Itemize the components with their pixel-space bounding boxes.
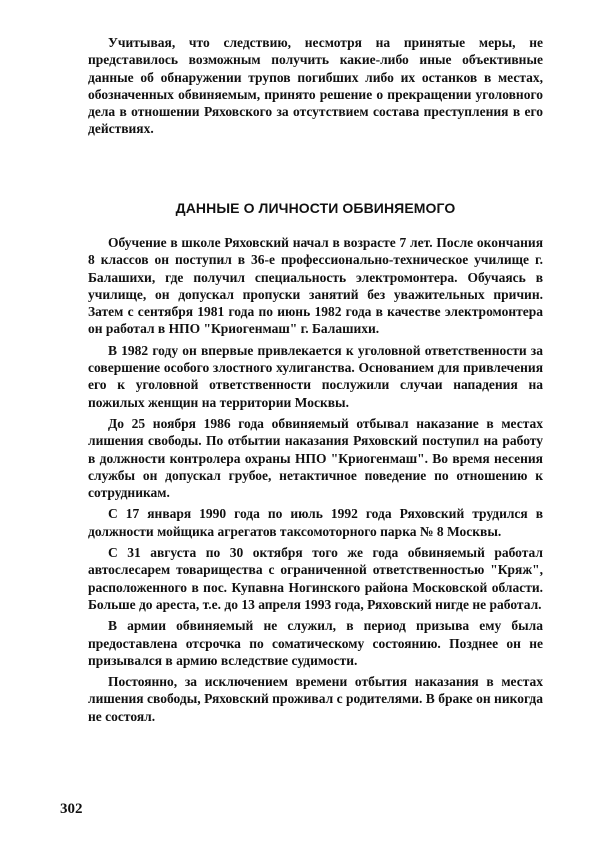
paragraph-first-conviction: В 1982 году он впервые привлекается к уголовной ответственности за совершение особого злостного хулиганства. Основанием для привлечения его к уголовной ответственности послужили случаи нападения на пожилых женщин на территории Москвы. [88, 342, 543, 410]
paragraph-residence: Постоянно, за исключением времени отбытия наказания в местах лишения свободы, Ряховский проживал с родителями. В браке он никогда не состоял. [88, 674, 543, 724]
section-heading: ДАННЫЕ О ЛИЧНОСТИ ОБВИНЯЕМОГО [175, 200, 456, 216]
page-number: 302 [60, 801, 83, 817]
paragraph-education: Обучение в школе Ряховский начал в возрасте 7 лет. После окончания 8 классов он поступил в 36-е профессионально-техническое училище г. Балашихи, где получил специальность электромонтера. Обучаясь в училище, он допускал пропуски занятий без уважительных причин. Затем с сентября 1981 года по июнь 1982 года в качестве электромонтера он работал в НПО "Криогенмаш" г. Балашихи. [88, 235, 543, 337]
paragraph-mechanic: С 31 августа по 30 октября того же года обвиняемый работал автослесарем товарищества с ограниченной ответственностью "Кряж", расположенного в пос. Купавна Ногинского района Московской области. Больше до ареста, т.е. до 13 апреля 1993 года, Ряховский нигде не работал. [88, 545, 543, 612]
intro-section [88, 34, 543, 138]
paragraph-taxi-park: С 17 января 1990 года по июль 1992 года Ряховский трудился в должности мойщика агрегатов таксомоторного парка № 8 Москвы. [88, 506, 543, 539]
paragraph-sentence: До 25 ноября 1986 года обвиняемый отбывал наказание в местах лишения свободы. По отбытии наказания Ряховский поступил на работу в должности контролера охраны НПО "Криогенмаш". Во время несения службы он допускал грубое, нетактичное поведение по отношению к сотрудникам. [88, 415, 543, 501]
intro-paragraph: Учитывая, что следствию, несмотря на принятые меры, не представилось возможным получить какие-либо иные объективные данные об обнаружении трупов погибших либо их останков в местах, обозначенных обвиняемым, принято решение о прекращении уголовного дела в отношении Ряховского за отсутствием состава преступления в его действиях. [88, 35, 543, 137]
personal-data-section [88, 234, 543, 729]
paragraph-army: В армии обвиняемый не служил, в период призыва ему была предоставлена отсрочка по соматическому состоянию. Позднее он не призывался в армию вследствие судимости. [88, 618, 543, 668]
